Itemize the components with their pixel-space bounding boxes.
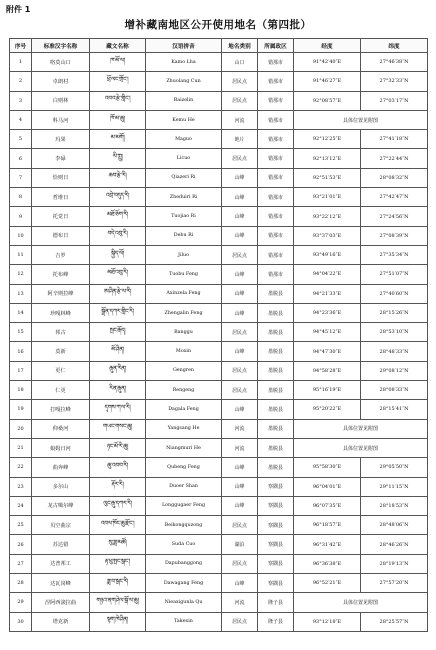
cell-chinese-name: 贝空曲宗 xyxy=(32,516,90,535)
cell-longitude: 96°07′35″E xyxy=(294,496,361,515)
cell-chinese-name: 仁更 xyxy=(32,381,90,400)
cell-no: 27 xyxy=(10,554,32,573)
table-row xyxy=(10,342,428,361)
cell-admin: 错那市 xyxy=(258,91,294,110)
cell-no: 7 xyxy=(10,168,32,187)
cell-admin: 错那市 xyxy=(258,110,294,129)
cell-type: 山峰 xyxy=(222,477,258,496)
header-latitude: 纬度 xyxy=(361,39,428,53)
cell-type: 山峰 xyxy=(222,265,258,284)
cell-no: 14 xyxy=(10,303,32,322)
table-row xyxy=(10,110,428,129)
cell-no: 4 xyxy=(10,110,32,129)
cell-pinyin: Debu Ri xyxy=(146,226,222,245)
table-body xyxy=(10,53,428,632)
cell-type: 居民点 xyxy=(222,91,258,110)
cell-no: 22 xyxy=(10,458,32,477)
cell-longitude: 93°12′18″E xyxy=(294,612,361,631)
cell-admin: 隆子县 xyxy=(258,612,294,631)
cell-no: 12 xyxy=(10,265,32,284)
cell-admin: 察隅县 xyxy=(258,535,294,554)
cell-longitude: 93°37′03″E xyxy=(294,226,361,245)
header-type: 地名类别 xyxy=(222,39,258,53)
cell-type: 河流 xyxy=(222,593,258,612)
cell-latitude: 28°18′53″N xyxy=(361,496,428,515)
cell-tibetan-name: ཟླ་བ་སྒང་རི། xyxy=(90,574,146,593)
cell-location-note: 具体位置见附图 xyxy=(294,438,428,457)
cell-longitude: 95°58′30″E xyxy=(294,458,361,477)
cell-pinyin: Tuojiao Ri xyxy=(146,207,222,226)
cell-pinyin: Baizelin xyxy=(146,91,222,110)
cell-pinyin: Axinzela Feng xyxy=(146,284,222,303)
table-row xyxy=(10,381,428,400)
cell-chinese-name: 珍嘎林峰 xyxy=(32,303,90,322)
cell-longitude: 91°42′40″E xyxy=(294,53,361,72)
cell-tibetan-name: ཆབ་རྩེ་རི། xyxy=(90,168,146,187)
cell-tibetan-name: གཉའ་ནག་ཤེལ་སྒོ་ལ་ཆུ། xyxy=(90,593,146,612)
cell-chinese-name: 莫新 xyxy=(32,342,90,361)
table-row xyxy=(10,516,428,535)
cell-no: 20 xyxy=(10,419,32,438)
cell-location-note: 具体位置见附图 xyxy=(294,419,428,438)
cell-admin: 错那市 xyxy=(258,53,294,72)
cell-chinese-name: 阿辛则拉峰 xyxy=(32,284,90,303)
cell-chinese-name: 更仁 xyxy=(32,361,90,380)
cell-chinese-name: 曲奔峰 xyxy=(32,458,90,477)
cell-longitude: 94°58′28″E xyxy=(294,361,361,380)
cell-chinese-name: 哲堆日 xyxy=(32,188,90,207)
cell-tibetan-name: རྟ་ཕུ་སྤང་སྒང་། xyxy=(90,554,146,573)
cell-pinyin: Dawagang Feng xyxy=(146,574,222,593)
table-row xyxy=(10,323,428,342)
cell-no: 15 xyxy=(10,323,32,342)
table-row xyxy=(10,361,428,380)
cell-pinyin: Tuobu Feng xyxy=(146,265,222,284)
cell-tibetan-name: ཕྲོ་ལང་གྲོང་། xyxy=(90,72,146,91)
cell-no: 21 xyxy=(10,438,32,457)
cell-type: 河流 xyxy=(222,110,258,129)
cell-type: 居民点 xyxy=(222,554,258,573)
cell-latitude: 27°41′18″N xyxy=(361,130,428,149)
cell-type: 居民点 xyxy=(222,612,258,631)
cell-longitude: 95°16′19″E xyxy=(294,381,361,400)
cell-chinese-name: 涅阿西滚拉曲 xyxy=(32,593,90,612)
cell-admin: 错那市 xyxy=(258,149,294,168)
cell-pinyin: Nieaxigunla Qu xyxy=(146,593,222,612)
cell-chinese-name: 白则林 xyxy=(32,91,90,110)
table-row xyxy=(10,207,428,226)
cell-longitude: 96°36′38″E xyxy=(294,554,361,573)
cell-admin: 错那市 xyxy=(258,245,294,264)
cell-no: 26 xyxy=(10,535,32,554)
cell-chinese-name: 打嘎拉峰 xyxy=(32,400,90,419)
cell-latitude: 29°05′50″N xyxy=(361,458,428,477)
cell-admin: 错那市 xyxy=(258,72,294,91)
cell-longitude: 96°04′01″E xyxy=(294,477,361,496)
cell-pinyin: Dagala Feng xyxy=(146,400,222,419)
cell-pinyin: Niangmuri He xyxy=(146,438,222,457)
cell-tibetan-name: ཨ་ཤིན་རྩེ་ལ་རི། xyxy=(90,284,146,303)
attachment-label: 附件 1 xyxy=(6,5,31,14)
cell-type: 山峰 xyxy=(222,342,258,361)
table-row xyxy=(10,593,428,612)
cell-tibetan-name: མ་མགོ། xyxy=(90,130,146,149)
cell-type: 湖泊 xyxy=(222,535,258,554)
cell-chinese-name: 咯莫山口 xyxy=(32,53,90,72)
cell-tibetan-name: རིན་རྒུན། xyxy=(90,381,146,400)
cell-pinyin: Zhuolang Cun xyxy=(146,72,222,91)
table-row xyxy=(10,53,428,72)
cell-longitude: 92°12′25″E xyxy=(294,130,361,149)
cell-admin: 墨脱县 xyxy=(258,381,294,400)
cell-chinese-name: 吉罗 xyxy=(32,245,90,264)
cell-type: 河流 xyxy=(222,438,258,457)
cell-tibetan-name: ལི་ཀླུ། xyxy=(90,149,146,168)
cell-tibetan-name: ལུང་རྒུ་དཀར་རི། xyxy=(90,496,146,515)
table-row xyxy=(10,535,428,554)
cell-admin: 墨脱县 xyxy=(258,419,294,438)
cell-longitude: 96°18′57″E xyxy=(294,516,361,535)
cell-admin: 墨脱县 xyxy=(258,458,294,477)
cell-location-note: 具体位置见附图 xyxy=(294,593,428,612)
cell-admin: 察隅县 xyxy=(258,516,294,535)
table-row xyxy=(10,168,428,187)
table-row xyxy=(10,265,428,284)
cell-type: 山峰 xyxy=(222,458,258,477)
header-tibetan-name: 藏文名称 xyxy=(90,39,146,53)
cell-longitude: 92°51′53″E xyxy=(294,168,361,187)
cell-type: 居民点 xyxy=(222,361,258,380)
cell-type: 山峰 xyxy=(222,226,258,245)
cell-latitude: 28°08′33″N xyxy=(361,381,428,400)
cell-tibetan-name: དྭགས་ཀ་ལ་རི། xyxy=(90,400,146,419)
cell-tibetan-name: སུ་ཟླ་མཚོ། xyxy=(90,535,146,554)
cell-admin: 隆子县 xyxy=(258,593,294,612)
cell-pinyin: Duoer Shan xyxy=(146,477,222,496)
cell-pinyin: Qubeng Feng xyxy=(146,458,222,477)
cell-admin: 墨脱县 xyxy=(258,361,294,380)
cell-no: 25 xyxy=(10,516,32,535)
cell-pinyin: Maguo xyxy=(146,130,222,149)
cell-no: 6 xyxy=(10,149,32,168)
cell-latitude: 27°03′17″N xyxy=(361,91,428,110)
cell-longitude: 96°31′42″E xyxy=(294,535,361,554)
table-row xyxy=(10,554,428,573)
cell-type: 山峰 xyxy=(222,400,258,419)
header-pinyin: 汉语拼音 xyxy=(146,39,222,53)
table-row xyxy=(10,303,428,322)
cell-tibetan-name: ཆུ་འབབ་རི། xyxy=(90,458,146,477)
cell-type: 居民点 xyxy=(222,245,258,264)
cell-admin: 墨脱县 xyxy=(258,284,294,303)
cell-type: 山峰 xyxy=(222,188,258,207)
cell-type: 山峰 xyxy=(222,496,258,515)
cell-tibetan-name: འབྲེ་བདུད་རི། xyxy=(90,188,146,207)
cell-latitude: 27°08′39″N xyxy=(361,226,428,245)
cell-type: 地片 xyxy=(222,130,258,149)
cell-no: 23 xyxy=(10,477,32,496)
cell-chinese-name: 娘姆日河 xyxy=(32,438,90,457)
cell-tibetan-name: མོ་ཤིན། xyxy=(90,342,146,361)
cell-admin: 错那市 xyxy=(258,265,294,284)
cell-longitude: 94°45′12″E xyxy=(294,323,361,342)
cell-no: 24 xyxy=(10,496,32,515)
header-longitude: 经度 xyxy=(294,39,361,53)
cell-chinese-name: 达普邦工 xyxy=(32,554,90,573)
cell-admin: 墨脱县 xyxy=(258,303,294,322)
cell-pinyin: Gengren xyxy=(146,361,222,380)
cell-chinese-name: 卓朗村 xyxy=(32,72,90,91)
cell-pinyin: Moxin xyxy=(146,342,222,361)
cell-latitude: 29°11′15″N xyxy=(361,477,428,496)
cell-tibetan-name: བདེ་འབུ་རི། xyxy=(90,226,146,245)
cell-chinese-name: 多尔山 xyxy=(32,477,90,496)
header-no: 序号 xyxy=(10,39,32,53)
cell-longitude: 94°47′30″E xyxy=(294,342,361,361)
cell-admin: 察隅县 xyxy=(258,554,294,573)
cell-latitude: 28°15′41″N xyxy=(361,400,428,419)
cell-type: 居民点 xyxy=(222,149,258,168)
table-row xyxy=(10,149,428,168)
table-row xyxy=(10,458,428,477)
cell-pinyin: Kamo Lha xyxy=(146,53,222,72)
table-row xyxy=(10,72,428,91)
cell-no: 2 xyxy=(10,72,32,91)
cell-pinyin: Takexin xyxy=(146,612,222,631)
cell-type: 山口 xyxy=(222,53,258,72)
cell-tibetan-name: སྟག་ཁེ་ཤིན། xyxy=(90,612,146,631)
table-row xyxy=(10,245,428,264)
cell-chinese-name: 龙古噶尔峰 xyxy=(32,496,90,515)
cell-chinese-name: 邦古 xyxy=(32,323,90,342)
header-admin: 所属政区 xyxy=(258,39,294,53)
cell-admin: 墨脱县 xyxy=(258,400,294,419)
table-row xyxy=(10,419,428,438)
cell-admin: 错那市 xyxy=(258,226,294,245)
cell-type: 河流 xyxy=(222,419,258,438)
cell-latitude: 29°08′12″N xyxy=(361,361,428,380)
cell-longitude: 95°20′22″E xyxy=(294,400,361,419)
cell-latitude: 27°24′56″N xyxy=(361,207,428,226)
cell-pinyin: Banggu xyxy=(146,323,222,342)
cell-tibetan-name: ཉང་མོ་རི་ཆུ། xyxy=(90,438,146,457)
cell-latitude: 28°08′32″N xyxy=(361,168,428,187)
place-names-table xyxy=(9,38,428,632)
cell-no: 11 xyxy=(10,245,32,264)
cell-longitude: 94°23′36″E xyxy=(294,303,361,322)
cell-admin: 错那市 xyxy=(258,207,294,226)
cell-admin: 墨脱县 xyxy=(258,323,294,342)
cell-pinyin: Zhengalin Feng xyxy=(146,303,222,322)
cell-no: 17 xyxy=(10,361,32,380)
cell-latitude: 27°51′07″N xyxy=(361,265,428,284)
table-row xyxy=(10,284,428,303)
cell-chinese-name: 德布日 xyxy=(32,226,90,245)
cell-chinese-name: 恰则日 xyxy=(32,168,90,187)
cell-chinese-name: 苏达错 xyxy=(32,535,90,554)
cell-no: 19 xyxy=(10,400,32,419)
cell-pinyin: Dapubanggong xyxy=(146,554,222,573)
cell-chinese-name: 塔克新 xyxy=(32,612,90,631)
table-row xyxy=(10,496,428,515)
cell-type: 居民点 xyxy=(222,516,258,535)
cell-pinyin: Zheduiri Ri xyxy=(146,188,222,207)
cell-latitude: 28°53′10″N xyxy=(361,323,428,342)
cell-pinyin: Longgugaer Feng xyxy=(146,496,222,515)
cell-chinese-name: 李碌 xyxy=(32,149,90,168)
cell-admin: 察隅县 xyxy=(258,574,294,593)
cell-longitude: 92°13′12″E xyxy=(294,149,361,168)
cell-no: 30 xyxy=(10,612,32,631)
cell-longitude: 92°08′57″E xyxy=(294,91,361,110)
header-chinese-name: 标准汉字名称 xyxy=(32,39,90,53)
cell-latitude: 28°25′57″N xyxy=(361,612,428,631)
cell-chinese-name: 科马河 xyxy=(32,110,90,129)
cell-tibetan-name: རྒུན་རིན། xyxy=(90,361,146,380)
cell-latitude: 28°48′33″N xyxy=(361,342,428,361)
cell-type: 山峰 xyxy=(222,303,258,322)
cell-tibetan-name: སྤང་རྒོད། xyxy=(90,323,146,342)
table-row xyxy=(10,574,428,593)
cell-tibetan-name: རྡོར་རི། xyxy=(90,477,146,496)
cell-latitude: 27°22′44″N xyxy=(361,149,428,168)
cell-pinyin: Licuo xyxy=(146,149,222,168)
cell-chinese-name: 托觉日 xyxy=(32,207,90,226)
cell-latitude: 28°48′06″N xyxy=(361,516,428,535)
cell-type: 山峰 xyxy=(222,574,258,593)
cell-no: 10 xyxy=(10,226,32,245)
cell-tibetan-name: ཁ་མོ་ལ། xyxy=(90,53,146,72)
cell-admin: 察隅县 xyxy=(258,496,294,515)
cell-no: 5 xyxy=(10,130,32,149)
cell-longitude: 93°49′16″E xyxy=(294,245,361,264)
table-row xyxy=(10,91,428,110)
cell-admin: 错那市 xyxy=(258,130,294,149)
cell-type: 居民点 xyxy=(222,72,258,91)
cell-type: 山峰 xyxy=(222,207,258,226)
cell-pinyin: Beikongquzong xyxy=(146,516,222,535)
cell-tibetan-name: མཐོ་ཅོག་རི། xyxy=(90,207,146,226)
table-row xyxy=(10,438,428,457)
cell-pinyin: Suda Cuo xyxy=(146,535,222,554)
cell-pinyin: Rengeng xyxy=(146,381,222,400)
cell-admin: 墨脱县 xyxy=(258,438,294,457)
cell-no: 28 xyxy=(10,574,32,593)
cell-longitude: 93°22′12″E xyxy=(294,207,361,226)
cell-tibetan-name: མཐོ་འབུ་རི། xyxy=(90,265,146,284)
table-row xyxy=(10,188,428,207)
cell-admin: 墨脱县 xyxy=(258,342,294,361)
cell-chinese-name: 托布峰 xyxy=(32,265,90,284)
cell-tibetan-name: སྐྱིད་ལོ། xyxy=(90,245,146,264)
cell-no: 18 xyxy=(10,381,32,400)
cell-latitude: 28°19′13″N xyxy=(361,554,428,573)
table-header-row xyxy=(10,39,428,53)
cell-pinyin: Kemu He xyxy=(146,110,222,129)
cell-latitude: 27°32′33″N xyxy=(361,72,428,91)
cell-admin: 错那市 xyxy=(258,168,294,187)
cell-no: 8 xyxy=(10,188,32,207)
cell-no: 13 xyxy=(10,284,32,303)
cell-type: 居民点 xyxy=(222,381,258,400)
table-row xyxy=(10,612,428,631)
cell-no: 29 xyxy=(10,593,32,612)
cell-latitude: 27°46′38″N xyxy=(361,53,428,72)
table-row xyxy=(10,400,428,419)
cell-latitude: 28°15′26″N xyxy=(361,303,428,322)
cell-type: 山峰 xyxy=(222,168,258,187)
cell-no: 16 xyxy=(10,342,32,361)
table-row xyxy=(10,477,428,496)
page-title: 增补藏南地区公开使用地名（第四批） xyxy=(124,19,312,31)
cell-tibetan-name: སྒྲོན་དཀར་གླིང་རི། xyxy=(90,303,146,322)
cell-latitude: 27°35′34″N xyxy=(361,245,428,264)
cell-latitude: 27°42′47″N xyxy=(361,188,428,207)
cell-longitude: 93°21′01″E xyxy=(294,188,361,207)
cell-no: 9 xyxy=(10,207,32,226)
cell-chinese-name: 玛果 xyxy=(32,130,90,149)
cell-longitude: 94°04′22″E xyxy=(294,265,361,284)
table-row xyxy=(10,226,428,245)
cell-no: 3 xyxy=(10,91,32,110)
cell-tibetan-name: ཁོ་མ་ཆུ། xyxy=(90,110,146,129)
cell-tibetan-name: འབའ་རྩེ་གླིང་། xyxy=(90,91,146,110)
cell-tibetan-name: འབལ་ཁོང་ཆུ་རྫོང་། xyxy=(90,516,146,535)
cell-pinyin: Qiazeri Ri xyxy=(146,168,222,187)
cell-longitude: 96°52′21″E xyxy=(294,574,361,593)
cell-admin: 察隅县 xyxy=(258,477,294,496)
cell-latitude: 27°57′20″N xyxy=(361,574,428,593)
cell-type: 居民点 xyxy=(222,323,258,342)
cell-admin: 错那市 xyxy=(258,188,294,207)
cell-latitude: 27°40′60″N xyxy=(361,284,428,303)
table-row xyxy=(10,130,428,149)
cell-pinyin: Yangsang He xyxy=(146,419,222,438)
cell-chinese-name: 达瓦岗峰 xyxy=(32,574,90,593)
cell-longitude: 91°46′27″E xyxy=(294,72,361,91)
cell-tibetan-name: གཡང་གསང་ཆུ། xyxy=(90,419,146,438)
cell-type: 山峰 xyxy=(222,284,258,303)
cell-chinese-name: 仰桑河 xyxy=(32,419,90,438)
cell-pinyin: Jiluo xyxy=(146,245,222,264)
cell-no: 1 xyxy=(10,53,32,72)
cell-longitude: 94°21′33″E xyxy=(294,284,361,303)
cell-location-note: 具体位置见附图 xyxy=(294,110,428,129)
cell-latitude: 28°46′26″N xyxy=(361,535,428,554)
